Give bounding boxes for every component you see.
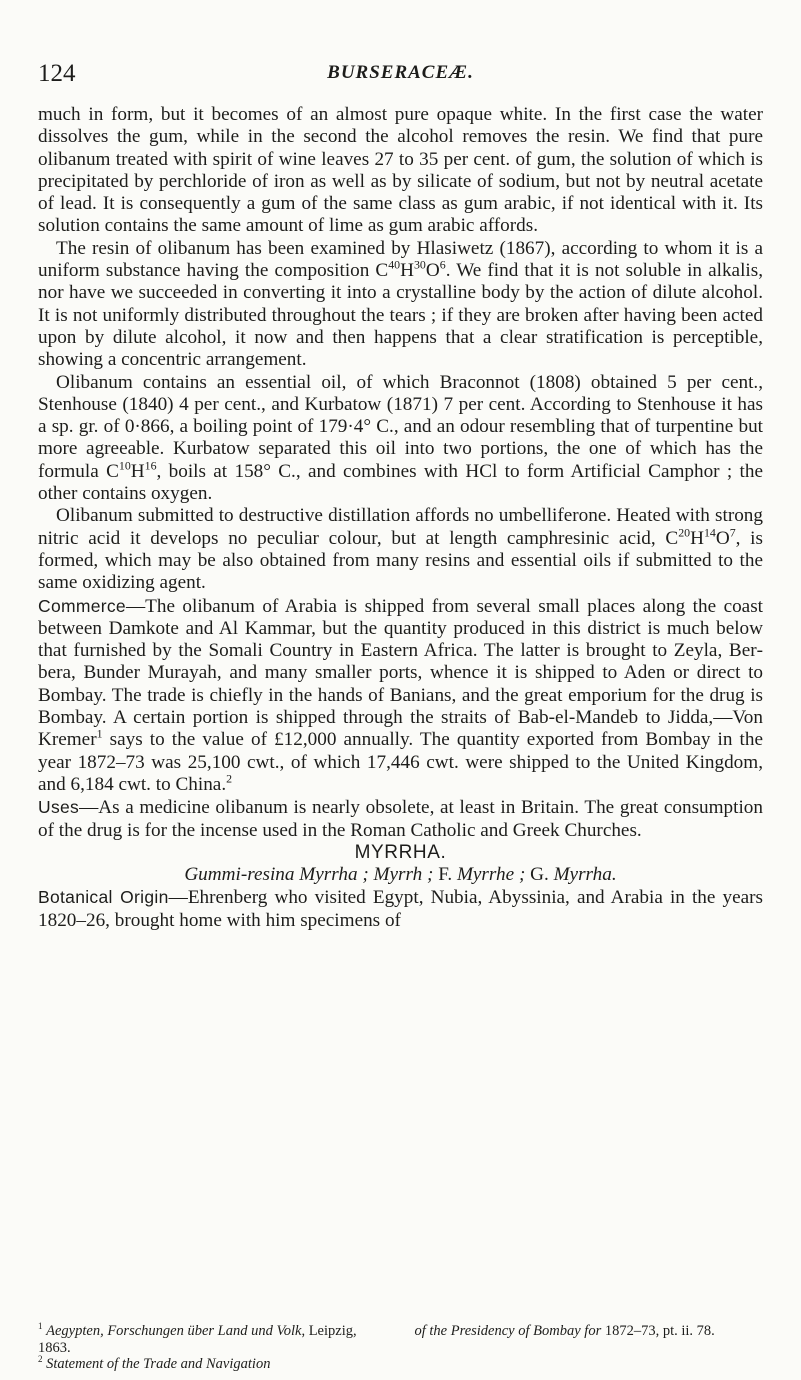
formula-o: O	[715, 527, 730, 549]
synonym-english: Myrrh	[373, 864, 423, 886]
formula-h: H	[130, 460, 145, 482]
synonym-separator: ;	[357, 864, 374, 886]
formula-sup: 40	[388, 257, 401, 272]
page-body	[38, 104, 763, 932]
synonym-separator: ;	[422, 864, 439, 886]
page-header	[38, 60, 763, 94]
footnote-row	[38, 1356, 763, 1373]
page-number: 124	[38, 60, 76, 87]
distillation-text-a: Olibanum submitted to destructive distillation affords no umbelliferone. Heated with strong nitric acid it develops no peculiar colour, but at length camphresinic acid, C	[38, 505, 763, 549]
botanical-text: —Ehrenberg who visited Egypt, Nubia, Abyssinia, and Arabia in the years 1820–26, brought home with him specimens of	[38, 887, 763, 931]
formula-h: H	[400, 260, 414, 282]
formula-o: O	[425, 260, 440, 282]
uses-heading: Uses	[38, 797, 80, 818]
formula-h: H	[690, 527, 704, 549]
footnote-number: 1	[38, 1321, 43, 1332]
footnote-1	[38, 1323, 401, 1356]
footnote-2	[38, 1356, 401, 1373]
commerce-text-a: —The olibanum of Arabia is shipped from several small places along the coast between Damkote and Al Kammar, but the quantity produced in this district is much below that furnished by the Somali Country in Eastern Africa. The latter is brought to Zeyla, Berbera, Bunder Murayah, and many smaller ports, whence it is shipped to Aden or direct to Bombay. The trade is chiefly in the hands of Banians, and the great emporium for the drug is Bombay. A certain portion is shipped through the straits of Bab-el-Mandeb to Jidda,—Von Kremer	[38, 595, 763, 751]
footnote-ref[interactable]: 2	[226, 771, 233, 786]
footnote-title: Aegypten, Forschungen über Land und Volk	[46, 1323, 302, 1339]
paragraph-resin	[38, 238, 763, 372]
footnote-2-continuation	[401, 1323, 764, 1356]
resin-text-b: . We find that it is not soluble in alkalis, nor have we succeeded in converting it into a crystalline body by the action of dilute alcohol. It is not uniformly distributed throughout the tears ; if they are broken after having been acted upon by dilute alcohol, it now and then happens that a clear stratification is perceptible, showing a concentric arrangement.	[38, 260, 763, 371]
paragraph-gum-text: much in form, but it becomes of an almost pure opaque white. In the first case the water dissolves the gum, while in the second the alcohol removes the resin. We find that pure olibanum treated with spirit of wine leaves 27 to 35 per cent. of gum, the solution of which is precipitated by perchloride of iron as well as by silicate of sodium, but not by neutral acetate of lead. It is consequently a gum of the same class as gum arabic, if not identical with it. Its solution contains the same amount of lime as gum arabic affords.	[38, 104, 763, 237]
botanical-heading: Botanical Origin	[38, 887, 169, 908]
formula-sup: 7	[729, 525, 736, 540]
commerce-text-b: says to the value of £12,000 annually. The quantity exported from Bombay in the year 1872–73 was 25,100 cwt., of which 17,446 cwt. were shipped to the United Kingdom, and 6,184 cwt. to China.	[38, 729, 763, 795]
footnote-title: of the Presidency of Bombay for	[414, 1323, 602, 1339]
paragraph-distillation	[38, 505, 763, 594]
footnote-ref[interactable]: 1	[96, 726, 103, 741]
footnotes	[38, 1323, 763, 1373]
footnote-row	[38, 1323, 763, 1356]
footnote-number: 2	[38, 1354, 43, 1365]
formula-sup: 6	[439, 257, 446, 272]
synonym-latin: Gummi-resina Myrrha	[184, 864, 358, 886]
formula-sup: 10	[118, 458, 131, 473]
synonym-french: Myrrhe	[452, 864, 515, 886]
resin-text-a: The resin of olibanum has been examined by Hlasiwetz (1867), according to whom it is a uniform substance having the composition C	[38, 237, 763, 282]
footnote-text: , Leipzig, 1863.	[38, 1323, 357, 1356]
paragraph-gum	[38, 104, 763, 238]
french-label: F.	[438, 864, 453, 886]
formula-sup: 14	[703, 525, 716, 540]
paragraph-uses	[38, 796, 763, 842]
german-label: G.	[530, 864, 549, 886]
footnote-text: 1872–73, pt. ii. 78.	[601, 1323, 715, 1339]
synonyms-line	[38, 864, 763, 886]
formula-sup: 30	[413, 257, 426, 272]
paragraph-essential-oil	[38, 372, 763, 506]
formula-sup: 16	[144, 458, 157, 473]
distillation-text-b: , is formed, which may be also obtained from many resins and essential oils if submitted to the same oxidizing agent.	[38, 527, 763, 594]
synonym-german: Myrrha.	[548, 864, 617, 886]
running-head: BURSERACEÆ.	[327, 62, 474, 83]
formula-sup: 20	[678, 525, 691, 540]
commerce-heading: Commerce	[38, 595, 126, 616]
synonym-separator: ;	[514, 864, 531, 886]
footnote-title: Statement of the Trade and Navigation	[46, 1356, 271, 1372]
paragraph-commerce	[38, 595, 763, 797]
section-title-myrrha: MYRRHA.	[354, 841, 447, 863]
oil-text-b: , boils at 158° C., and combines with HCl to form Artificial Camphor ; the other contains oxygen.	[38, 460, 763, 505]
paragraph-botanical-origin	[38, 886, 763, 932]
uses-text: —As a medicine olibanum is nearly obsolete, at least in Britain. The great consumption of the drug is for the incense used in the Roman Catholic and Greek Churches.	[38, 797, 763, 841]
oil-text-a: Olibanum contains an essential oil, of which Braconnot (1808) obtained 5 per cent., Stenhouse (1840) 4 per cent., and Kurbatow (1871) 7 per cent. According to Stenhouse it has a sp. gr. of 0·866, a boiling point of 179·4° C., and an odour resembling that of turpentine but more agreeable. Kurbatow separated this oil into two portions, the one of which has the formula C	[38, 371, 763, 482]
